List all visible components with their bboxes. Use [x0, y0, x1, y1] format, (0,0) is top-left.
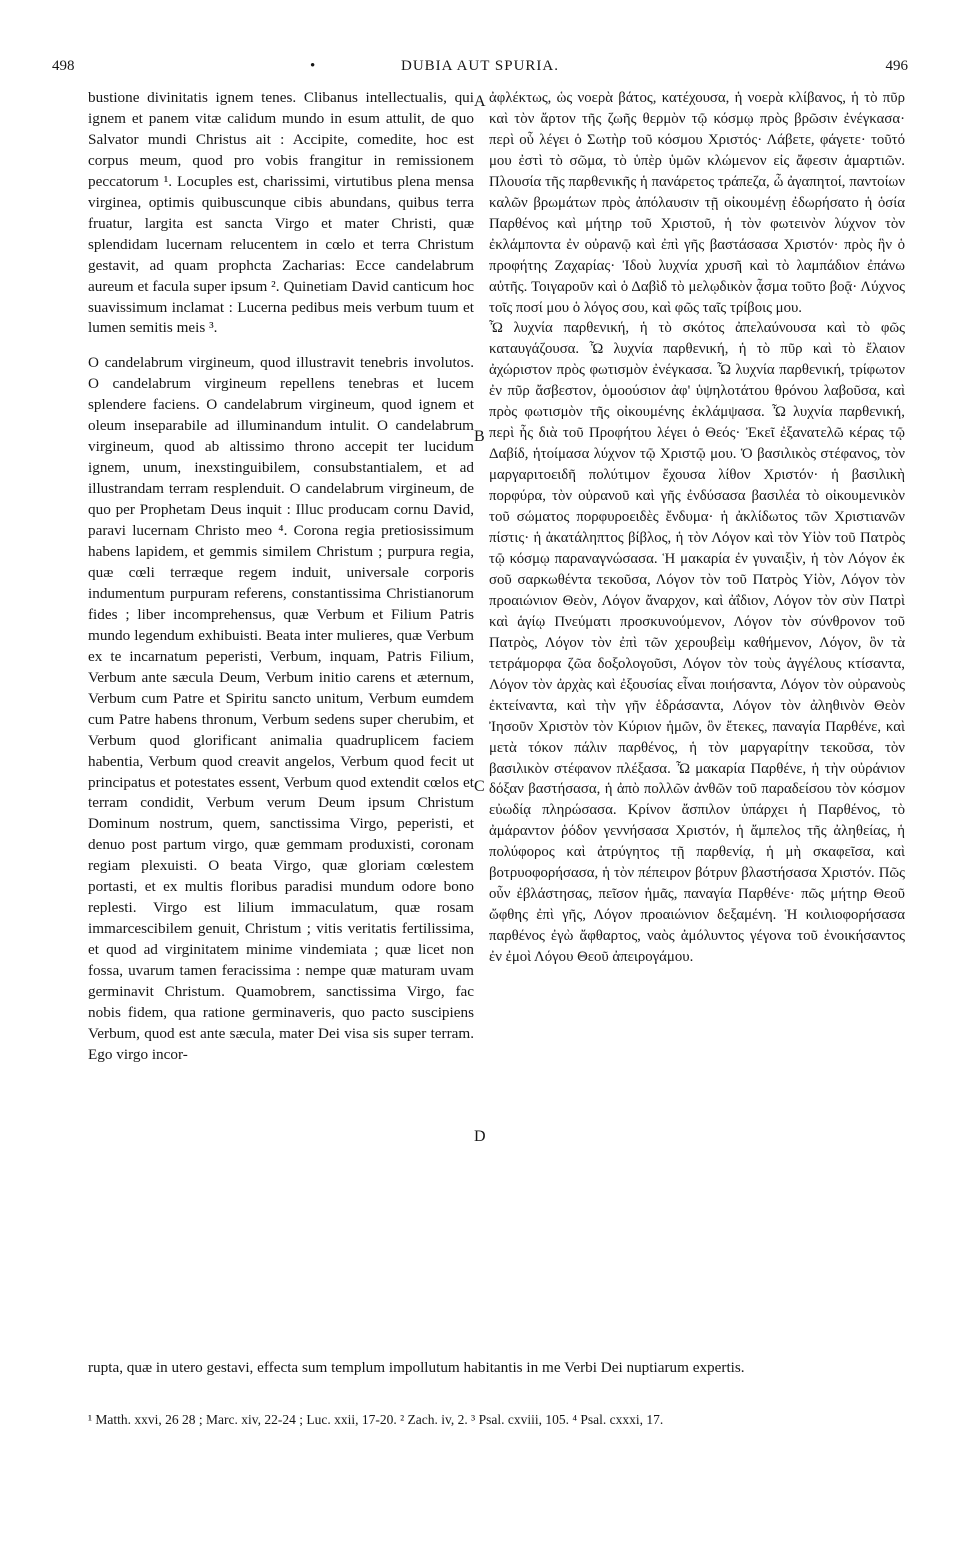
latin-paragraph-1: bustione divinitatis ignem tenes. Clibanus intellectualis, qui ignem et panem vitæ calidum mundo in esum attulit, de quo Salvator mundi Christus ait : Accipite, comedite, hoc est corpus meum, quod pro vobis frangitur in remissionem peccatorum ¹. Locuples est, charissimi, virtutibus plena mensa virginea, optimis quibuscunque cibis abundans, quibus terra fruatur, largita est sancta Virgo et mater Christi, quæ splendidam lucernam relucentem in cœlo et terra Christum gestavit, ad quam prophcta Zacharias: Ecce candelabrum aureum et facula super ipsum ². Quinetiam David canticum hoc suavissimum inclamat : Lucerna pedibus meis verbum tuum et lumen semitis meis ³. [88, 89, 474, 337]
margin-letter-c: C [474, 778, 485, 795]
footnotes: ¹ Matth. xxvi, 26 28 ; Marc. xiv, 22-24 ; Luc. xxii, 17-20. ² Zach. iv, 2. ³ Psal. cxviii, 105. ⁴ Psal. cxxxi, 17. [88, 1412, 664, 1427]
latin-paragraph-2: O candelabrum virgineum, quod illustravit tenebris involutos. O candelabrum virgineum repellens tenebras et lucem splendere faciens. O candelabrum virgineum, quod ignem et oleum inseparabile ad illuminandum intulit. O candelabrum virgineum, quod ab altissimo throno accepit ter lucidum ignem, unum, inexstinguibilem, consubstantialem, et ad illustrandam terram resplenduit. O candelabrum virgineum, de quo per Prophetam Deus inquit : Illuc producam cornu David, paravi lucernam Christo meo ⁴. Corona regia pretiosissimum habens lapidem, et gemmis similem Christum ; purpura regia, quæ cœli terræque regem induit, universale corporis indumentum purpuram referens, constantissima Christianorum fides ; liber incomprehensus, quæ Verbum et Filium Patris mundo legendum exhibuisti. Beata inter mulieres, quæ Verbum ex te incarnatum peperisti, Verbum, inquam, Patris Filium, Verbum ante sæcula Deum, Verbum initio carens et æternum, Verbum cum Patre et Spiritu sancto unitum, Verbum eumdem cum Patre habens thronum, Verbum sedens super cherubim, et Verbum quod glorificant animalia quadruplicem faciem habentia, Verbum quod creavit angelos, Verbum quod fecit ut principatus et potestates essent, Verbum quod extendit cœlos et terram condidit, Verbum verum Deum ipsum Christum Dominum nostrum, quem, sanctissima Virgo, peperisti, et denuo post partum virgo, quæ gemmam produxisti, coronam regiam plexuisti. O beata Virgo, quæ gloriam cœlestem portasti, et ex multis floribus paradisi mundum odore bono replesti. Virgo est lilium immaculatum, quæ rosam immarcescibilem genuit, Christum ; vitis veritatis fertilissima, et quod ad virginitatem minime vindemiata ; quæ licet non fossa, uvarum tamen feracissima : nempe quæ maturam uvam germinavit Christum. Quamobrem, sanctissima Virgo, fac nobis fidem, qua ratione germinaveris, quo pacto suscipiens Verbum, quod est ante sæcula, mater Dei visa sis super terram. Ego virgo incor- [88, 354, 474, 1063]
margin-letter-a: A [474, 93, 486, 110]
margin-letter-b: B [474, 428, 485, 445]
latin-column [88, 88, 474, 1066]
greek-paragraph-2: Ὦ λυχνία παρθενική, ἡ τὸ σκότος ἀπελαύνουσα καὶ τὸ φῶς καταυγάζουσα. Ὦ λυχνία παρθενική, ἡ τὸ πῦρ καὶ τὸ ἔλαιον ἀχώριστον πρὸς φωτισμὸν ἐνέγκασα. Ὦ λυχνία παρθενική, τρίφωτον ἐν πῦρ ἄσβεστον, ὁμοούσιον ἀφ' ὑψηλοτάτου θρόνου λαβοῦσα, καὶ πρὸς φωτισμὸν τῆς οἰκουμένης ἐκλάμψασα. Ὦ λυχνία παρθενική, περὶ ἧς διὰ τοῦ Προφήτου λέγει ὁ Θεός· Ἐκεῖ ἐξανατελῶ κέρας τῷ Δαβίδ, ἡτοίμασα λύχνον τῷ Χριστῷ μου. Ὁ βασιλικὸς στέφανος, τὸν μαργαριτοειδῆ πολύτιμον ἔχουσα λίθον Χριστόν· ἡ βασιλικὴ πορφύρα, τὸν οὐρανοῦ καὶ γῆς ἐνδύσασα βασιλέα τὸ οἰκουμενικὸν τοῦ σώματος πορφυροειδὲς ἔνδυμα· ἡ ἀκλίδωτος τῶν Χριστιανῶν πίστις· ἡ ἀκατάληπτος βίβλος, ἡ τὸν Λόγον καὶ τὸν Υἱὸν τοῦ Πατρὸς τῷ κόσμῳ παραναγνώσασα. Ἡ μακαρία ἐν γυναιξὶν, ἡ τὸν Λόγον ἐκ σοῦ σαρκωθέντα τεκοῦσα, Λόγον τὸν τοῦ Πατρὸς Υἱὸν, Λόγον τὸν προαιώνιον Θεὸν, Λόγον ἄναρχον, καὶ ἀΐδιον, Λόγον τὸν σὺν Πατρὶ καὶ ἁγίῳ Πνεύματι προσκυνούμενον, Λόγον τὸν σύνθρονον τοῦ Πατρὸς, Λόγον τὸν ἐπὶ τῶν χερουβεὶμ καθήμενον, Λόγον, ὃν τὰ τετράμορφα ζῶα δοξολογοῦσι, Λόγον τὸν τοὺς ἀγγέλους κτίσαντα, Λόγον τὸν ἀρχὰς καὶ ἐξουσίας εἶναι ποιήσαντα, Λόγον τὸν οὐρανοὺς ἐκτείναντα, καὶ τὴν γῆν ἑδράσαντα, Λόγον τὸν ἀληθινὸν Θεὸν Ἰησοῦν Χριστὸν τὸν Κύριον ἡμῶν, ὃν ἔτεκες, παναγία Παρθένε, καὶ μετὰ τόκον πάλιν παρθένος, ἡ τὸν μαργαρίτην τεκοῦσα, τὸν βασιλικὸν στέφανον πλέξασα. Ὦ μακαρία Παρθένε, ἡ τὴν οὐράνιον δόξαν βαστήσασα, ἡ ἀπὸ πολλῶν ἀνθῶν τοῦ παραδείσου τὸν κόσμον εὐωδίᾳ πληρώσασα. Κρίνον ἄσπιλον ὑπάρχει ἡ Παρθένος, τὸ ἀμάραντον ῥόδον γεννήσασα Χριστόν, ἡ ἄμπελος τῆς ἀληθείας, ἡ πολύφορος καὶ ἀτρύγητος τῇ παρθενίᾳ, ἡ μὴ σκαφεῖσα, καὶ βοτρυοφορήσασα, ἡ τὸν πέπειρον βότρυν βλαστήσασα Χριστόν. Πῶς οὖν ἐβλάστησας, πεῖσον ἡμᾶς, παναγία Παρθένε· πῶς μήτηρ Θεοῦ ὤφθης ἐπὶ γῆς, Λόγον προαιώνιον δεξαμένη. Ἡ κοιλιοφορήσασα παρθένος ἐγὼ ἄφθαρτος, ναὸς ἀμόλυντος γέγονα τοῦ ἐνοικήσαντος ἐν ἐμοὶ Λόγου Θεοῦ ἀπειρογάμου. [489, 320, 905, 966]
continuation-line: rupta, quæ in utero gestavi, effecta sum templum impollutum habitantis in me Verbi Dei nuptiarum expertis. [88, 1359, 745, 1376]
continuation-text [88, 1358, 900, 1379]
page-number-right: 496 [885, 58, 908, 74]
page-number-left: 498 [52, 58, 75, 74]
running-title: DUBIA AUT SPURIA. [401, 58, 559, 74]
greek-paragraph-1: ἀφλέκτως, ὡς νοερὰ βάτος, κατέχουσα, ἡ νοερὰ κλίβανος, ἡ τὸ πῦρ καὶ τὸν ἄρτον τῆς ζωῆς θερμὸν τῷ κόσμῳ πρὸς βρῶσιν ἐνέγκασα· περὶ οὗ λέγει ὁ Σωτὴρ τοῦ κόσμου Χριστός· Λάβετε, φάγετε· τοῦτό μου ἐστὶ τὸ σῶμα, τὸ ὑπὲρ ὑμῶν κλώμενον εἰς ἄφεσιν ἁμαρτιῶν. Πλουσία τῆς παρθενικῆς ἡ πανάρετος τράπεζα, ὦ ἀγαπητοί, παντοίων καλῶν βρωμάτων πρὸς ἀπόλαυσιν τῇ οἰκουμένῃ ἐδωρήσατο ἡ ὁσία Παρθένος καὶ μήτηρ τοῦ Χριστοῦ, ἡ τὸν φωτεινὸν λύχνον τὸν ἐκλάμποντα ἐν οὐρανῷ καὶ ἐπὶ γῆς βαστάσασα Χριστόν· πρὸς ἣν ὁ προφήτης Ζαχαρίας· Ἰδοὺ λυχνία χρυσῆ καὶ τὸ λαμπάδιον ἐπάνω αὐτῆς. Τοιγαροῦν καὶ ὁ Δαβὶδ τὸ μελῳδικὸν ᾆσμα τοῦτο βοᾷ· Λύχνος τοῖς ποσί μου ὁ λόγος σου, καὶ φῶς ταῖς τρίβοις μου. [489, 90, 905, 316]
margin-letter-d: D [474, 1128, 486, 1145]
running-header [52, 58, 908, 82]
greek-column [489, 88, 905, 968]
header-dot: • [310, 58, 316, 74]
